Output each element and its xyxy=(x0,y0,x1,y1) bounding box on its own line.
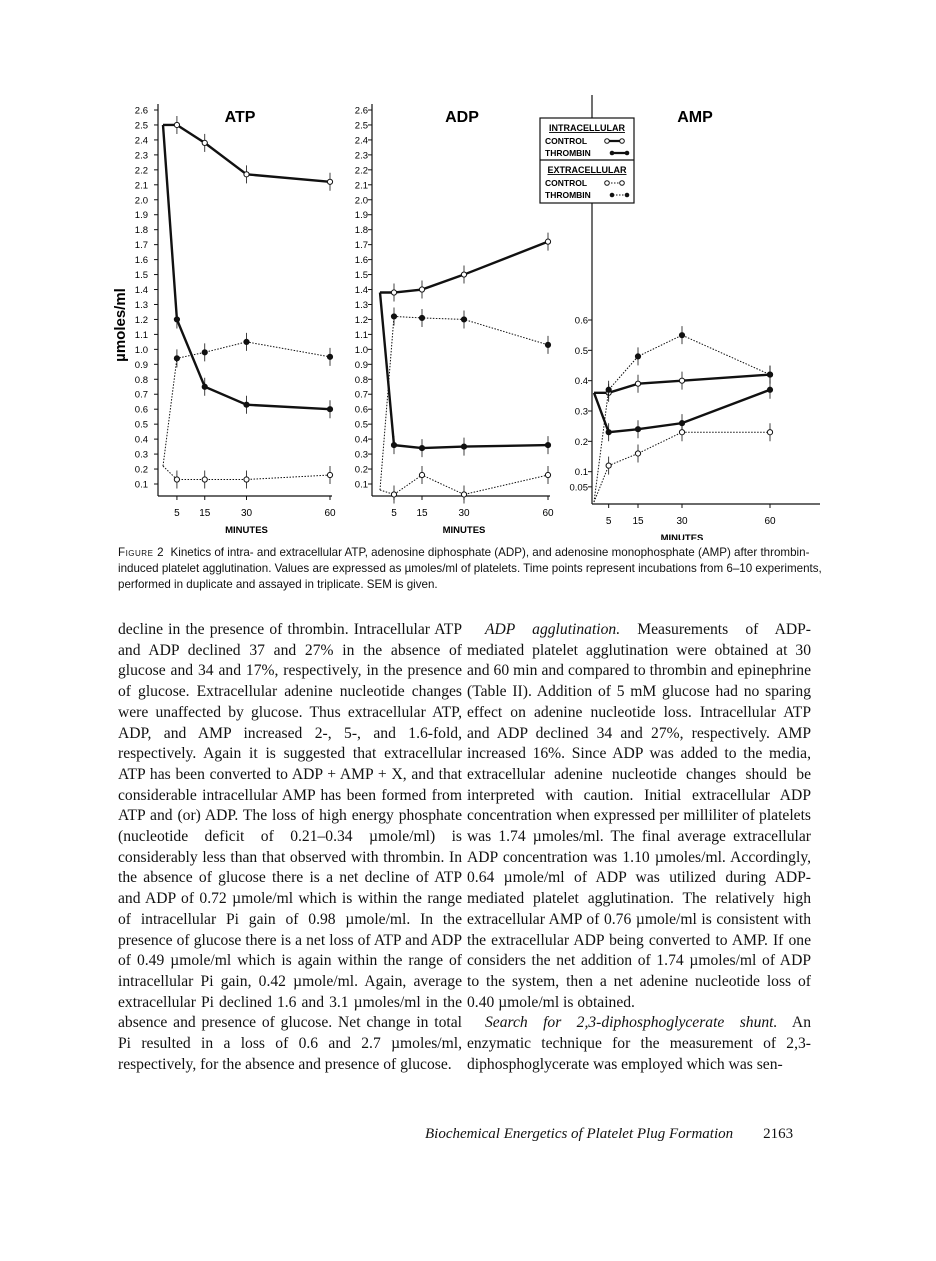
data-point xyxy=(244,477,249,482)
y-tick-label: 0.1 xyxy=(574,467,588,479)
legend-extra-control: CONTROL xyxy=(545,178,588,188)
data-point xyxy=(767,430,772,435)
data-point xyxy=(679,333,684,338)
y-tick-label: 2.4 xyxy=(354,135,368,147)
y-tick-label: 1.9 xyxy=(354,210,368,222)
data-point xyxy=(327,354,332,359)
y-tick-label: 1.5 xyxy=(354,270,368,282)
data-point xyxy=(461,492,466,497)
data-point xyxy=(174,122,179,127)
data-point xyxy=(767,372,772,377)
data-point xyxy=(461,444,466,449)
y-tick-label: 0.5 xyxy=(574,345,588,357)
data-point xyxy=(391,443,396,448)
y-tick-label: 1.7 xyxy=(134,240,148,252)
data-point xyxy=(461,272,466,277)
y-tick-label: 0.6 xyxy=(134,404,148,416)
y-tick-label: 2.3 xyxy=(354,150,368,162)
y-tick-label: 2.4 xyxy=(134,135,148,147)
data-point xyxy=(391,290,396,295)
left-column xyxy=(118,620,462,1075)
data-point xyxy=(679,378,684,383)
y-tick-label: 0.1 xyxy=(134,479,148,491)
data-point xyxy=(635,451,640,456)
y-tick-label: 0.2 xyxy=(134,464,148,476)
data-point xyxy=(606,387,611,392)
x-axis-label: MINUTES xyxy=(442,525,486,536)
x-tick-label: 15 xyxy=(416,508,428,519)
y-tick-label: 2.2 xyxy=(354,165,368,177)
y-tick-label: 1.2 xyxy=(354,314,368,326)
y-tick-label: 1.5 xyxy=(134,270,148,282)
data-point xyxy=(767,387,772,392)
data-point xyxy=(391,492,396,497)
caption-text: Kinetics of intra- and extracellular ATP, adenosine diphosphate (ADP), and adenosine monophosphate (AMP) after thrombin-induced platelet agglutination. Values are expressed as µmoles/ml of platelets. Time points represent incubations from 6–10 experiments, performed in duplicate and assayed in triplicate. SEM is given. xyxy=(118,546,822,591)
atp-panel xyxy=(135,104,336,536)
right-column xyxy=(467,620,811,1075)
y-tick-label: 1.3 xyxy=(134,299,148,311)
legend-intra-control: CONTROL xyxy=(545,136,588,146)
y-tick-label: 2.6 xyxy=(354,105,368,117)
y-tick-label: 2.0 xyxy=(134,195,148,207)
data-point xyxy=(606,430,611,435)
y-tick-label: 1.0 xyxy=(134,344,148,356)
x-tick-label: 30 xyxy=(240,508,253,519)
data-point xyxy=(419,445,424,450)
data-point xyxy=(545,443,550,448)
y-tick-label: 0.6 xyxy=(574,315,588,327)
data-point xyxy=(174,356,179,361)
page-footer xyxy=(425,1126,793,1143)
x-axis-label: MINUTES xyxy=(225,525,268,536)
y-tick-label: 1.7 xyxy=(354,240,368,252)
series-line xyxy=(594,432,770,502)
data-point xyxy=(679,430,684,435)
y-tick-label: 2.2 xyxy=(134,165,148,177)
series-line xyxy=(380,316,548,490)
y-tick-label: 0.5 xyxy=(134,419,148,431)
caption-label: Figure 2 xyxy=(118,546,165,559)
right-paragraph-2 xyxy=(467,1013,811,1075)
y-tick-label: 2.0 xyxy=(354,195,368,207)
page-number: 2163 xyxy=(763,1126,794,1142)
x-tick-label: 60 xyxy=(542,508,554,519)
y-tick-label: 0.5 xyxy=(354,419,368,431)
running-title: Biochemical Energetics of Platelet Plug Formation xyxy=(425,1126,734,1142)
y-tick-label: 1.1 xyxy=(134,329,148,341)
data-point xyxy=(174,317,179,322)
y-tick-label: 0.2 xyxy=(354,464,368,476)
y-tick-label: 0.4 xyxy=(574,376,588,388)
data-point xyxy=(202,350,207,355)
data-point xyxy=(419,315,424,320)
data-point xyxy=(327,472,332,477)
data-point xyxy=(545,472,550,477)
data-point xyxy=(202,477,207,482)
adp-agglutination-heading: ADP agglutination. xyxy=(485,621,621,638)
data-point xyxy=(545,239,550,244)
figure-2 xyxy=(0,0,936,540)
chart-title: ATP xyxy=(224,109,256,126)
data-point xyxy=(244,339,249,344)
dpg-shunt-heading: Search for 2,3-diphosphoglycerate shunt. xyxy=(485,1014,778,1032)
x-tick-label: 15 xyxy=(199,508,211,519)
y-tick-label: 2.1 xyxy=(354,180,368,192)
y-tick-label: 1.9 xyxy=(134,210,148,222)
y-tick-label: 0.4 xyxy=(134,434,148,446)
y-tick-label: 0.2 xyxy=(574,436,588,448)
y-tick-label: 0.7 xyxy=(354,389,368,401)
y-tick-label: 0.3 xyxy=(354,449,368,461)
y-tick-label: 0.8 xyxy=(134,374,148,386)
data-point xyxy=(635,381,640,386)
y-tick-label: 2.6 xyxy=(134,105,148,117)
adp-agglutination-body: Measurements of ADP-mediated platelet agglutination were obtained at 30 and 60 min and compared to thrombin and epinephrine (Table II). Addition of 5 mM glucose had no sparing effect on adenine nucleotide loss. Intracellular ATP and ADP declined 34 and 27%, respectively. AMP increased 16%. Since ADP was added to the media, extracellular adenine nucleotide changes should be interpreted with caution. Initial extracellular ADP concentration when expressed per milliliter of platelets was 1.74 µmoles/ml. The final average extracellular ADP concentration was 1.10 µmoles/ml. Accordingly, 0.64 µmole/ml of ADP was utilized during ADP-mediated platelet agglutination. The relatively high extracellular AMP of 0.76 µmole/ml is consistent with the extracellular ADP being converted to AMP. If one considers the net addition of 1.74 µmoles/ml of ADP to the system, then a net adenine nucleotide loss of 0.40 µmole/ml is obtained. xyxy=(467,621,811,1011)
data-point xyxy=(606,463,611,468)
y-tick-label: 0.6 xyxy=(354,404,368,416)
legend-extra-thrombin: THROMBIN xyxy=(545,190,591,200)
data-point xyxy=(545,342,550,347)
y-tick-label: 2.5 xyxy=(134,120,148,132)
y-tick-label: 1.4 xyxy=(134,285,148,297)
x-tick-label: 5 xyxy=(391,508,397,519)
y-tick-label: 1.0 xyxy=(354,344,368,356)
y-tick-label: 1.6 xyxy=(354,255,368,267)
y-tick-label: 1.8 xyxy=(134,225,148,237)
data-point xyxy=(419,287,424,292)
y-axis-label: µmoles/ml xyxy=(112,288,129,362)
y-tick-label: 0.9 xyxy=(134,359,148,371)
data-point xyxy=(244,172,249,177)
y-tick-label: 0.3 xyxy=(574,406,588,418)
dpg-shunt-body: An enzymatic technique for the measurement of 2,3-diphosphoglycerate was employed which was sen- xyxy=(467,1014,811,1073)
chart-title: ADP xyxy=(445,109,479,126)
data-point xyxy=(202,384,207,389)
y-tick-label: 0.05 xyxy=(569,482,588,494)
y-tick-label: 1.2 xyxy=(134,314,148,326)
data-point xyxy=(635,427,640,432)
legend-intracellular: INTRACELLULAR xyxy=(549,123,625,133)
y-tick-label: 0.9 xyxy=(354,359,368,371)
data-point xyxy=(635,354,640,359)
data-point xyxy=(327,179,332,184)
legend-intra-thrombin: THROMBIN xyxy=(545,148,591,158)
y-tick-label: 2.1 xyxy=(134,180,148,192)
x-tick-label: 60 xyxy=(324,508,336,519)
right-paragraph-1 xyxy=(467,620,811,1013)
y-tick-label: 0.3 xyxy=(134,449,148,461)
y-tick-label: 1.6 xyxy=(134,255,148,267)
left-paragraph: decline in the presence of thrombin. Intracellular ATP and ADP declined 37 and 27% in the absence of glucose and 34 and 17%, respectively, in the presence of glucose. Extracellular adenine nucleotide changes were unaffected by glucose. Thus extracellular ATP, ADP, and AMP increased 2-, 5-, and 1.6-fold, respectively. Again it is suggested that extracellular ATP has been converted to ADP + AMP + X, and that considerable intracellular AMP has been formed from ATP and (or) ADP. The loss of high energy phosphate (nucleotide deficit of 0.21–0.34 µmole/ml) is considerably less than that observed with thrombin. In the absence of glucose there is a net decline of ATP and ADP of 0.72 µmole/ml which is within the range of intracellular Pi gain of 0.98 µmole/ml. In the presence of glucose there is a net loss of ATP and ADP of 0.49 µmole/ml which is again within the range of intracellular Pi gain, 0.42 µmole/ml. Again, average extracellular Pi declined 1.6 and 3.1 µmoles/ml in the absence and presence of glucose. Net change in total Pi resulted in a loss of 0.6 and 2.7 µmoles/ml, respectively, for the absence and presence of glucose. xyxy=(118,621,462,1073)
x-axis-label: MINUTES xyxy=(660,533,704,540)
data-point xyxy=(244,402,249,407)
data-point xyxy=(391,314,396,319)
x-tick-label: 15 xyxy=(632,516,644,527)
y-tick-label: 1.4 xyxy=(354,285,368,297)
x-tick-label: 60 xyxy=(764,516,776,527)
y-tick-label: 0.1 xyxy=(354,479,368,491)
y-tick-label: 0.4 xyxy=(354,434,368,446)
y-tick-label: 1.8 xyxy=(354,225,368,237)
x-tick-label: 30 xyxy=(676,516,688,527)
y-tick-label: 2.3 xyxy=(134,150,148,162)
adp-panel xyxy=(355,104,554,536)
data-point xyxy=(327,407,332,412)
legend xyxy=(540,118,634,203)
data-point xyxy=(419,472,424,477)
y-tick-label: 0.7 xyxy=(134,389,148,401)
x-tick-label: 5 xyxy=(605,516,612,527)
data-point xyxy=(202,140,207,145)
y-tick-label: 1.1 xyxy=(354,329,368,341)
chart-title: AMP xyxy=(677,109,713,126)
data-point xyxy=(174,477,179,482)
y-tick-label: 0.8 xyxy=(354,374,368,386)
y-tick-label: 2.5 xyxy=(354,120,368,132)
x-tick-label: 30 xyxy=(458,508,470,519)
figure-caption xyxy=(118,545,830,593)
y-tick-label: 1.3 xyxy=(354,299,368,311)
x-tick-label: 5 xyxy=(174,508,180,519)
data-point xyxy=(461,317,466,322)
legend-extracellular: EXTRACELLULAR xyxy=(547,165,627,175)
